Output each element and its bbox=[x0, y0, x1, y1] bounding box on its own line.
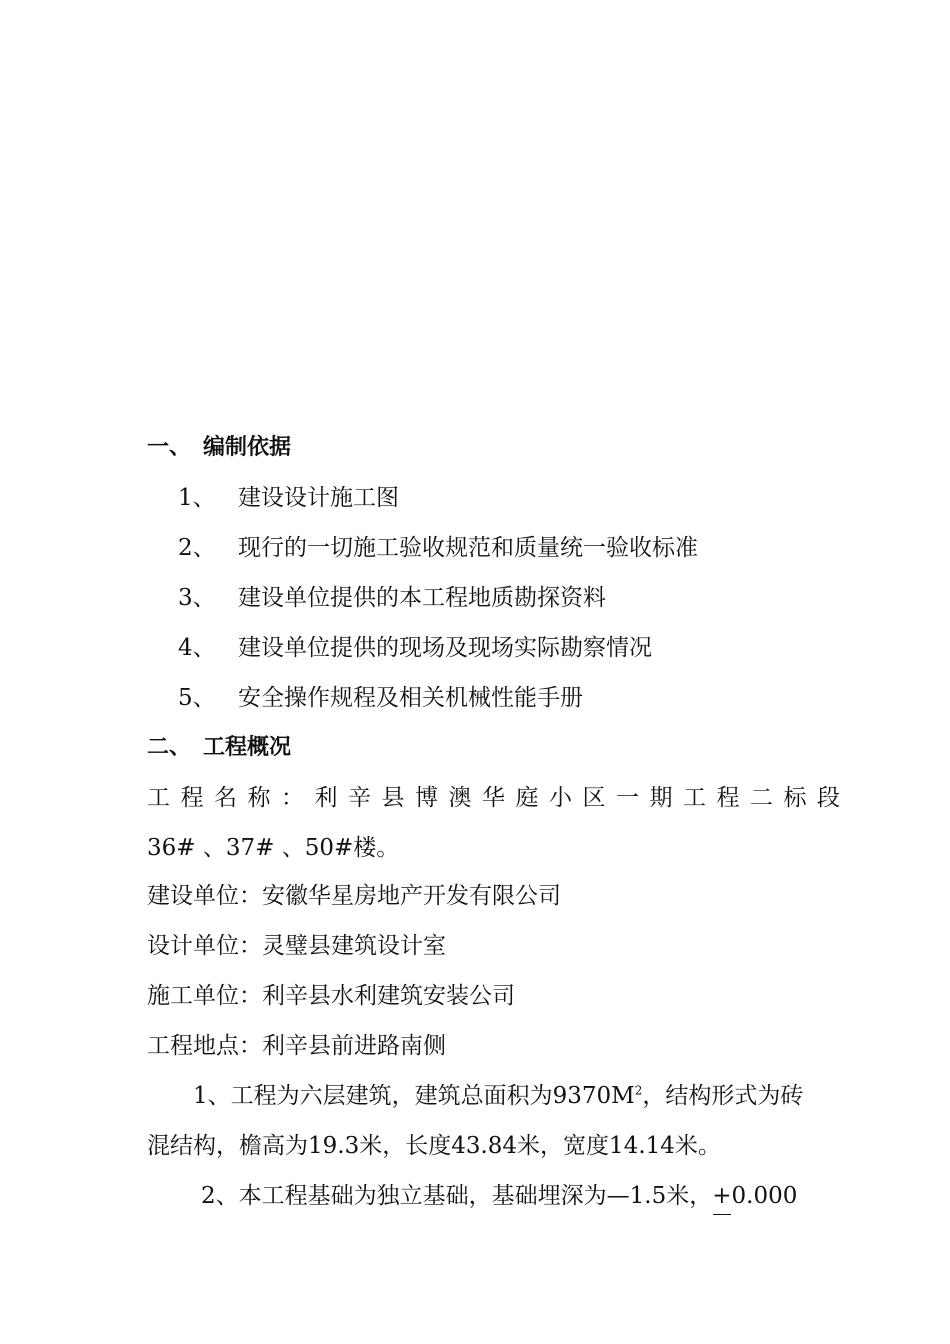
basis-item-text: 建设设计施工图 bbox=[238, 485, 399, 511]
basis-item-4 bbox=[178, 633, 838, 663]
project-name-line1: 工程名称：利辛县博澳华庭小区一期工程二标段 bbox=[147, 785, 851, 811]
superscript: 2 bbox=[634, 1083, 643, 1098]
paragraph-1-line2: 混结构，檐高为19.3米，长度43.84米，宽度14.14米。 bbox=[147, 1133, 721, 1159]
plus-minus-sign: + bbox=[712, 1183, 732, 1209]
section2-title: 工程概况 bbox=[203, 735, 292, 760]
basis-item-number: 2、 bbox=[178, 535, 216, 561]
project-name-line2: 36# 、37# 、50#楼。 bbox=[147, 835, 400, 861]
basis-item-number: 5、 bbox=[178, 685, 216, 711]
section2-heading bbox=[147, 733, 807, 763]
location-line: 工程地点：利辛县前进路南侧 bbox=[147, 1033, 446, 1059]
paragraph-1-text: 1、工程为六层建筑，建筑总面积为9370M bbox=[193, 1083, 635, 1109]
contractor-line: 施工单位：利辛县水利建筑安装公司 bbox=[147, 983, 515, 1009]
basis-item-2 bbox=[178, 533, 838, 563]
owner-line: 建设单位：安徽华星房地产开发有限公司 bbox=[147, 883, 561, 909]
section1-title: 编制依据 bbox=[203, 435, 292, 460]
paragraph-1-line1 bbox=[193, 1081, 807, 1111]
basis-item-3 bbox=[178, 583, 838, 613]
basis-item-number: 1、 bbox=[178, 485, 216, 511]
section1-number: 一、 bbox=[147, 435, 192, 460]
basis-item-text: 现行的一切施工验收规范和质量统一验收标准 bbox=[238, 535, 698, 561]
paragraph-1-text-end: ，结构形式为砖 bbox=[642, 1083, 804, 1109]
section1-heading bbox=[147, 433, 807, 463]
section2-number: 二、 bbox=[147, 735, 192, 760]
paragraph-2-line1 bbox=[201, 1181, 807, 1211]
basis-item-number: 4、 bbox=[178, 635, 216, 661]
basis-item-text: 建设单位提供的本工程地质勘探资料 bbox=[238, 585, 606, 611]
designer-line: 设计单位：灵璧县建筑设计室 bbox=[147, 933, 446, 959]
basis-item-number: 3、 bbox=[178, 585, 216, 611]
basis-item-5 bbox=[178, 683, 838, 713]
basis-item-text: 建设单位提供的现场及现场实际勘察情况 bbox=[238, 635, 652, 661]
basis-item-1 bbox=[178, 483, 838, 513]
basis-item-text: 安全操作规程及相关机械性能手册 bbox=[238, 685, 583, 711]
elevation-value: 0.000 bbox=[731, 1183, 798, 1209]
paragraph-2-text: 2、本工程基础为独立基础，基础埋深为—1.5米， bbox=[201, 1183, 713, 1209]
